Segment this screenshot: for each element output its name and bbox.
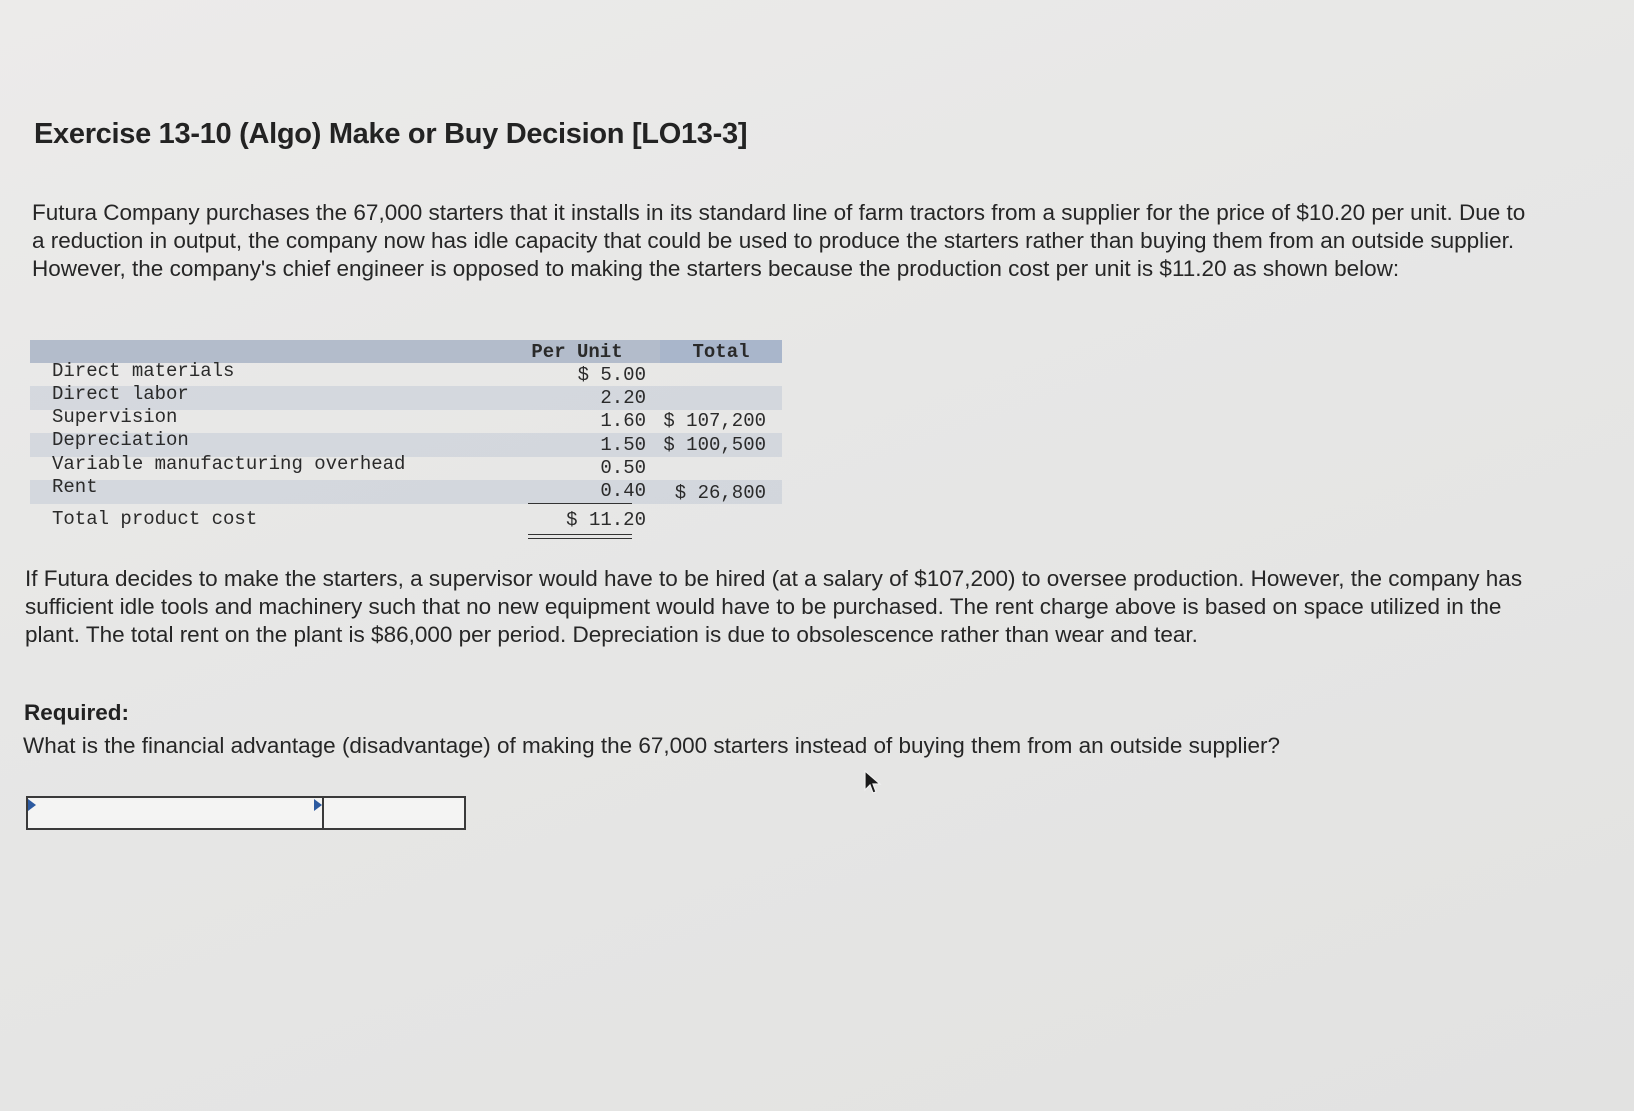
- problem-intro: Futura Company purchases the 67,000 starters that it installs in its standard line of farm tractors from a supplier for the price of $10.20 per unit. Due to a reduction in output, the company now has idle capacity that could be used to produce the starters rather than buying them from an outside supplier. However, the company's chief engineer is opposed to making the starters because the production cost per unit is $11.20 as shown below:: [32, 200, 1526, 281]
- col-header-total: Total: [692, 341, 750, 363]
- dropdown-marker-icon: [314, 799, 322, 811]
- total-row-per-unit: $ 11.20: [566, 509, 646, 531]
- row-total: $ 26,800: [674, 482, 766, 504]
- row-label: Direct materials: [52, 360, 235, 382]
- row-per-unit: 2.20: [600, 387, 646, 409]
- row-total: $ 100,500: [663, 434, 766, 456]
- required-heading: Required:: [24, 700, 130, 725]
- answer-amount-input[interactable]: [312, 798, 476, 828]
- row-total: $ 107,200: [663, 410, 766, 432]
- mouse-pointer-icon: [863, 770, 883, 796]
- row-per-unit: 0.40: [600, 480, 646, 502]
- row-label: Variable manufacturing overhead: [52, 453, 406, 475]
- subtotal-rule: [528, 503, 632, 504]
- row-per-unit: 1.60: [600, 410, 646, 432]
- row-total: [658, 457, 766, 480]
- col-header-per-unit: Per Unit: [531, 341, 623, 363]
- problem-details: If Futura decides to make the starters, a supervisor would have to be hired (at a salary of $107,200) to oversee production. However, the company has sufficient idle tools and machinery such that no new equipment would have to be purchased. The rent charge above is based on space utilized in the plant. The total rent on the plant is $86,000 per period. Depreciation is due to obsolescence rather than wear and tear.: [25, 566, 1523, 647]
- row-label: Rent: [52, 476, 98, 498]
- answer-row: [26, 796, 466, 830]
- row-label: Supervision: [52, 406, 178, 428]
- row-per-unit: $ 5.00: [577, 364, 646, 386]
- row-per-unit: 1.50: [600, 434, 646, 456]
- row-total: [658, 364, 766, 387]
- required-question: What is the financial advantage (disadvantage) of making the 67,000 starters instead of buying them from an outside supplier?: [23, 733, 1280, 758]
- cost-table: [30, 340, 790, 545]
- row-per-unit: 0.50: [600, 457, 646, 479]
- exercise-title: Exercise 13-10 (Algo) Make or Buy Decision [LO13-3]: [34, 118, 748, 150]
- total-row-label: Total product cost: [52, 508, 258, 530]
- row-label: Direct labor: [52, 383, 189, 405]
- row-label: Depreciation: [52, 429, 189, 451]
- dropdown-marker-icon: [28, 799, 36, 811]
- answer-label-input[interactable]: [28, 798, 324, 828]
- row-total: [658, 387, 766, 410]
- total-double-rule: [528, 534, 632, 539]
